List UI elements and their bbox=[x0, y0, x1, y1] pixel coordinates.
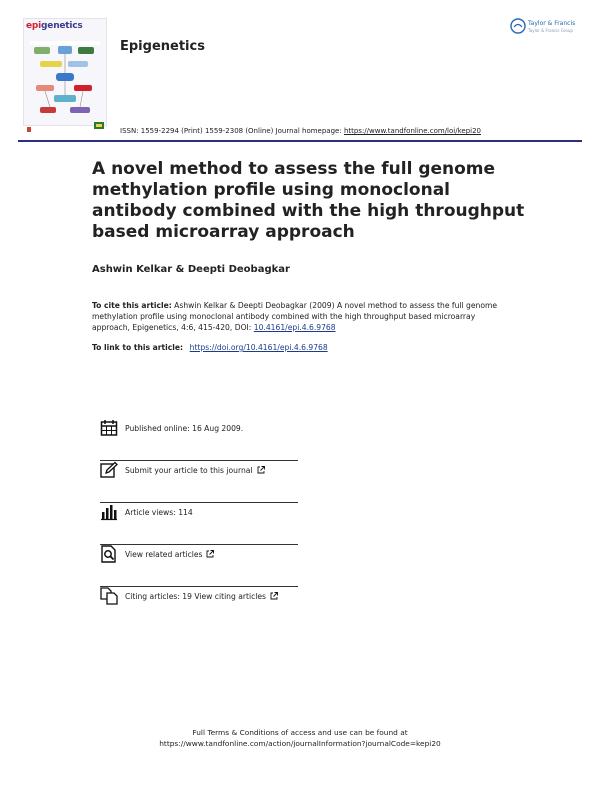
calendar-icon bbox=[100, 419, 118, 437]
citation-block: To cite this article: Ashwin Kelkar & Deepti Deobagkar (2009) A novel method to assess the full genome methylation profile using monoclonal antibody combined with the high throughput based microarray approach, Epigenetics, 4:6, 415-420, DOI: 10.4161/epi.4.6.9768 bbox=[92, 301, 498, 332]
article-authors: Ashwin Kelkar & Deepti Deobagkar bbox=[92, 264, 290, 275]
external-link-icon bbox=[270, 592, 278, 600]
citation-doi-link[interactable]: 10.4161/epi.4.6.9768 bbox=[253, 323, 336, 332]
journal-name: Epigenetics bbox=[120, 39, 205, 54]
citing-documents-icon bbox=[100, 587, 118, 605]
published-date: Published online: 16 Aug 2009. bbox=[125, 424, 244, 433]
publisher-subname: Taylor & Francis Group bbox=[528, 28, 573, 33]
submit-article-link[interactable]: Submit your article to this journal bbox=[125, 466, 265, 475]
publisher-logo[interactable] bbox=[510, 18, 580, 40]
related-row[interactable] bbox=[100, 545, 298, 587]
article-views: Article views: 114 bbox=[125, 508, 193, 517]
issn-line: ISSN: 1559-2294 (Print) 1559-2308 (Online) Journal homepage: https://www.tandfonline.com/loi/kepi20 bbox=[120, 127, 481, 135]
publisher-mark-detail bbox=[96, 124, 102, 127]
external-link-icon bbox=[206, 550, 214, 558]
related-articles-link[interactable]: View related articles bbox=[125, 550, 214, 559]
published-row bbox=[100, 419, 298, 461]
publisher-name: Taylor & Francis bbox=[528, 20, 576, 27]
views-row bbox=[100, 503, 298, 545]
article-link-line: To link to this article: https://doi.org/10.4161/epi.4.6.9768 bbox=[92, 343, 328, 352]
footer-terms-line: Full Terms & Conditions of access and use can be found at bbox=[192, 728, 408, 737]
search-document-icon bbox=[100, 545, 118, 563]
edit-icon bbox=[100, 461, 118, 479]
article-doi-link[interactable]: https://doi.org/10.4161/epi.4.6.9768 bbox=[189, 343, 328, 352]
footer-terms-link[interactable]: https://www.tandfonline.com/action/journalInformation?journalCode=kepi20 bbox=[159, 739, 441, 748]
journal-homepage-link[interactable]: https://www.tandfonline.com/loi/kepi20 bbox=[343, 127, 481, 135]
article-title: A novel method to assess the full genome methylation profile using monoclonal antibody combined with the high throughput based microarray approach bbox=[92, 159, 525, 242]
footer bbox=[0, 727, 600, 749]
publisher-logo-icon bbox=[510, 18, 526, 34]
journal-cover-thumbnail[interactable] bbox=[23, 18, 107, 126]
bar-chart-icon bbox=[100, 503, 118, 521]
submit-row[interactable] bbox=[100, 461, 298, 503]
citing-row[interactable] bbox=[100, 587, 298, 609]
header-divider bbox=[18, 140, 582, 142]
cover-artwork bbox=[30, 41, 100, 123]
external-link-icon bbox=[257, 466, 265, 474]
citing-articles-link[interactable]: Citing articles: 19 View citing articles bbox=[125, 592, 278, 601]
cover-logo: epigenetics bbox=[26, 21, 83, 31]
crossmark-icon bbox=[27, 127, 31, 132]
